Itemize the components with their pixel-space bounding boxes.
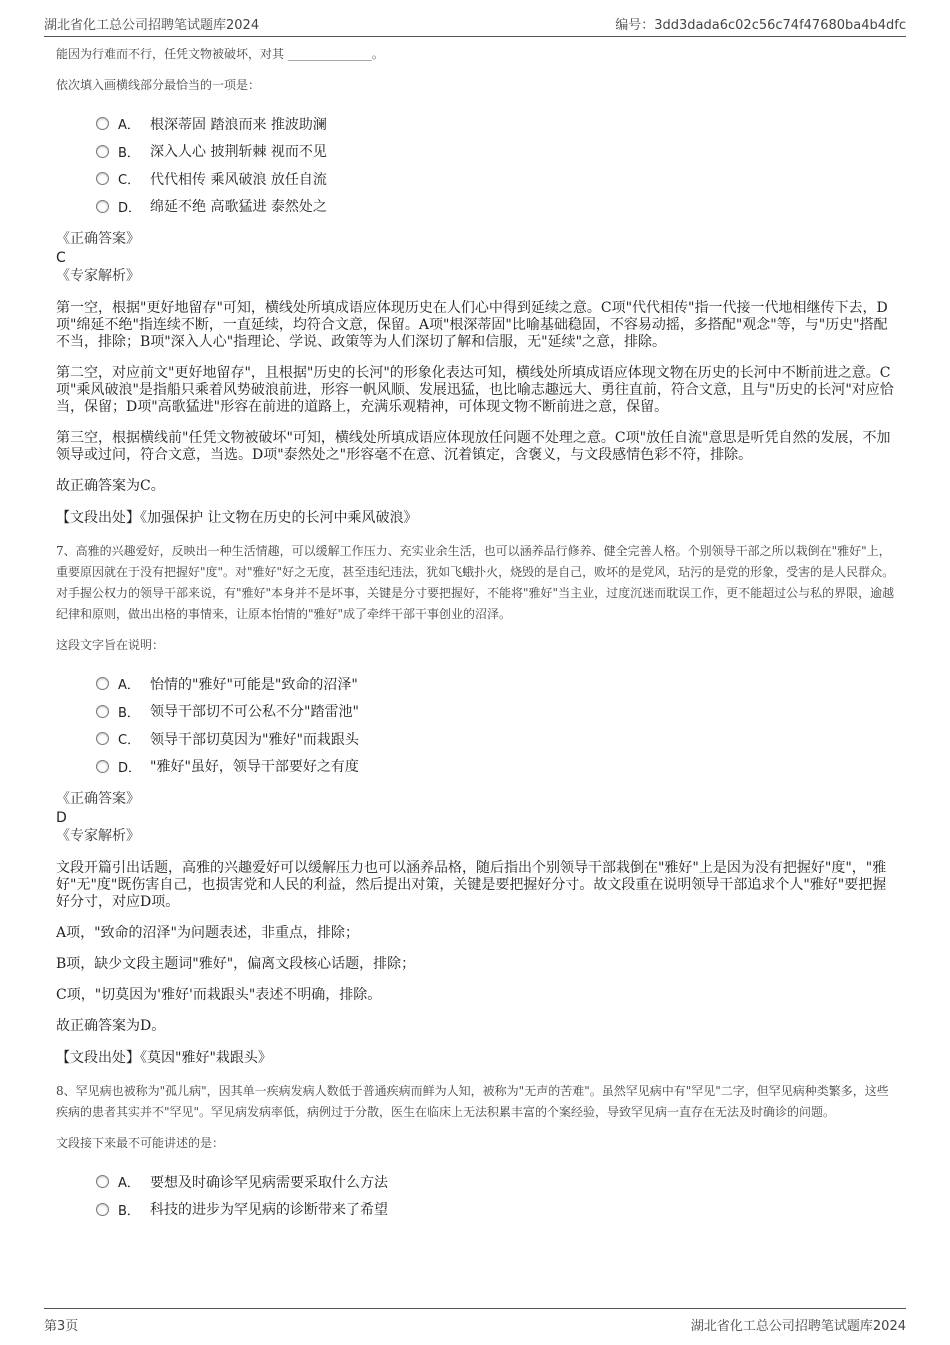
option-letter: C．: [118, 733, 141, 749]
q7-prompt: 这段文字旨在说明：: [56, 638, 165, 652]
q7-source: 【文段出处】《莫因"雅好"栽跟头》: [56, 1050, 272, 1066]
option-letter: A．: [118, 678, 140, 694]
q6-option-a[interactable]: [56, 110, 900, 138]
radio-button-icon[interactable]: [96, 172, 109, 185]
option-letter: D．: [118, 200, 142, 216]
option-letter: A．: [118, 1176, 140, 1192]
q6-answer: C: [56, 250, 66, 266]
radio-button-icon[interactable]: [96, 760, 109, 773]
radio-button-icon[interactable]: [96, 705, 109, 718]
option-text: "雅好"虽好，领导干部要好之有度: [150, 759, 359, 776]
q8-option-a[interactable]: [56, 1168, 900, 1196]
radio-button-icon[interactable]: [96, 117, 109, 130]
q6-analysis-label: 《专家解析》: [56, 268, 140, 284]
q7-option-d[interactable]: [56, 753, 900, 781]
q8-options: [56, 1168, 900, 1223]
option-letter: B．: [118, 145, 140, 161]
document-body: [56, 44, 900, 1223]
radio-button-icon[interactable]: [96, 677, 109, 690]
q6-option-c[interactable]: [56, 165, 900, 193]
page-footer: [44, 1308, 906, 1334]
option-text: 要想及时确诊罕见病需要采取什么方法: [150, 1174, 388, 1191]
radio-button-icon[interactable]: [96, 200, 109, 213]
option-text: 怡情的"雅好"可能是"致命的沼泽": [150, 676, 358, 693]
q7-options: [56, 670, 900, 780]
q6-analysis-2: 第二空，对应前文"更好地留存"，且根据"历史的长河"的形象化表达可知，横线处所填成语应体现文物在历史的长河中不断前进之意。C项"乘风破浪"是指船只乘着风势破浪前进，形容一帆风顺、发展迅猛，也比喻志趣远大、勇往直前，符合文意，且与"历史的长河"对应恰当，保留；D项"高歌猛进"形容在前进的道路上，充满乐观精神，可体现文物不断前进之意，保留。: [56, 365, 894, 415]
header-doc-id: 编号：3dd3dada6c02c56c74f47680ba4b4dfc: [615, 18, 906, 33]
option-letter: B．: [118, 705, 140, 721]
footer-title: 湖北省化工总公司招聘笔试题库2024: [690, 1319, 906, 1334]
q6-answer-label: 《正确答案》: [56, 231, 140, 247]
q7-answer-label: 《正确答案》: [56, 791, 140, 807]
q7-analysis-4: C项，"切莫因为'雅好'而栽跟头"表述不明确，排除。: [56, 987, 382, 1003]
option-text: 领导干部切莫因为"雅好"而栽跟头: [150, 731, 359, 748]
q6-analysis-3: 第三空，根据横线前"任凭文物被破坏"可知，横线处所填成语应体现放任问题不处理之意。C项"放任自流"意思是听凭自然的发展，不加领导或过问，符合文意，当选。D项"泰然处之"形容毫不在意、沉着镇定，含褒义，与文段感情色彩不符，排除。: [56, 430, 891, 463]
option-letter: C．: [118, 173, 141, 189]
q7-option-b[interactable]: [56, 698, 900, 726]
header-title: 湖北省化工总公司招聘笔试题库2024: [44, 18, 260, 33]
q7-analysis-2: A项，"致命的沼泽"为问题表述，非重点，排除；: [56, 925, 359, 941]
option-letter: D．: [118, 760, 142, 776]
q7-conclusion: 故正确答案为D。: [56, 1018, 166, 1034]
q6-analysis-1: 第一空，根据"更好地留存"可知，横线处所填成语应体现历史在人们心中得到延续之意。C项"代代相传"指一代接一代地相继传下去，D项"绵延不绝"指连续不断，一直延续，均符合文意，保留。A项"根深蒂固"比喻基础稳固，不容易动摇，多搭配"观念"等，与"历史"搭配不当，排除；B项"深入人心"指理论、学说、政策等为人们深切了解和信服，无"延续"之意，排除。: [56, 300, 888, 350]
option-text: 绵延不绝 高歌猛进 泰然处之: [150, 199, 327, 216]
q6-prompt: 依次填入画横线部分最恰当的一项是：: [56, 78, 261, 92]
radio-button-icon[interactable]: [96, 145, 109, 158]
option-letter: A．: [118, 118, 140, 134]
option-text: 领导干部切不可公私不分"踏雷池": [150, 704, 359, 721]
radio-button-icon[interactable]: [96, 732, 109, 745]
q7-answer: D: [56, 810, 67, 826]
option-text: 根深蒂固 踏浪而来 推波助澜: [150, 116, 327, 133]
q8-option-b[interactable]: [56, 1196, 900, 1224]
option-text: 科技的进步为罕见病的诊断带来了希望: [150, 1202, 388, 1219]
q7-analysis-1: 文段开篇引出话题，高雅的兴趣爱好可以缓解压力也可以涵养品格，随后指出个别领导干部栽倒在"雅好"上是因为没有把握好"度"，"雅好"无"度"既伤害自己，也损害党和人民的利益，然后提出对策，关键是要把握好分寸。故文段重在说明领导干部追求个人"雅好"要把握好分寸，对应D项。: [56, 860, 887, 910]
q6-stem-tail: 能因为行难而不行，任凭文物被破坏，对其 ______________。: [56, 47, 384, 61]
q6-option-d[interactable]: [56, 193, 900, 221]
q7-analysis-3: B项，缺少文段主题词"雅好"，偏离文段核心话题，排除；: [56, 956, 416, 972]
option-letter: B．: [118, 1203, 140, 1219]
q7-analysis-label: 《专家解析》: [56, 828, 140, 844]
option-text: 深入人心 披荆斩棘 视而不见: [150, 144, 327, 161]
q7-option-c[interactable]: [56, 725, 900, 753]
q6-conclusion: 故正确答案为C。: [56, 478, 165, 494]
page-header: [44, 14, 906, 37]
option-text: 代代相传 乘风破浪 放任自流: [150, 171, 327, 188]
radio-button-icon[interactable]: [96, 1203, 109, 1216]
q6-option-b[interactable]: [56, 138, 900, 166]
q8-stem: 8、罕见病也被称为"孤儿病"，因其单一疾病发病人数低于普通疾病而鲜为人知，被称为"无声的苦难"。虽然罕见病中有"罕见"二字，但罕见病种类繁多，这些疾病的患者其实并不"罕见"。罕见病发病率低，病例过于分散，医生在临床上无法积累丰富的个案经验，导致罕见病一直存在无法及时确诊的问题。: [56, 1084, 889, 1119]
radio-button-icon[interactable]: [96, 1175, 109, 1188]
q7-stem: 7、高雅的兴趣爱好，反映出一种生活情趣，可以缓解工作压力、充实业余生活，也可以涵养品行修养、健全完善人格。个别领导干部之所以栽倒在"雅好"上，重要原因就在于没有把握好"度"。对"雅好"好之无度，甚至违纪违法，犹如飞蛾扑火，烧毁的是自己，败坏的是党风，玷污的是党的形象，受害的是人民群众。对手握公权力的领导干部来说，有"雅好"本身并不是坏事，关键是分寸要把握好，不能将"雅好"当主业，过度沉迷而耽误工作，更不能超过公与私的界限，逾越纪律和原则，做出出格的事情来，让原本怡情的"雅好"成了牵绊干部干事创业的沼泽。: [56, 544, 895, 621]
q7-option-a[interactable]: [56, 670, 900, 698]
q6-options: [56, 110, 900, 220]
q8-prompt: 文段接下来最不可能讲述的是：: [56, 1136, 225, 1150]
q6-source: 【文段出处】《加强保护 让文物在历史的长河中乘风破浪》: [56, 510, 418, 526]
page-number: 第3页: [44, 1319, 79, 1334]
